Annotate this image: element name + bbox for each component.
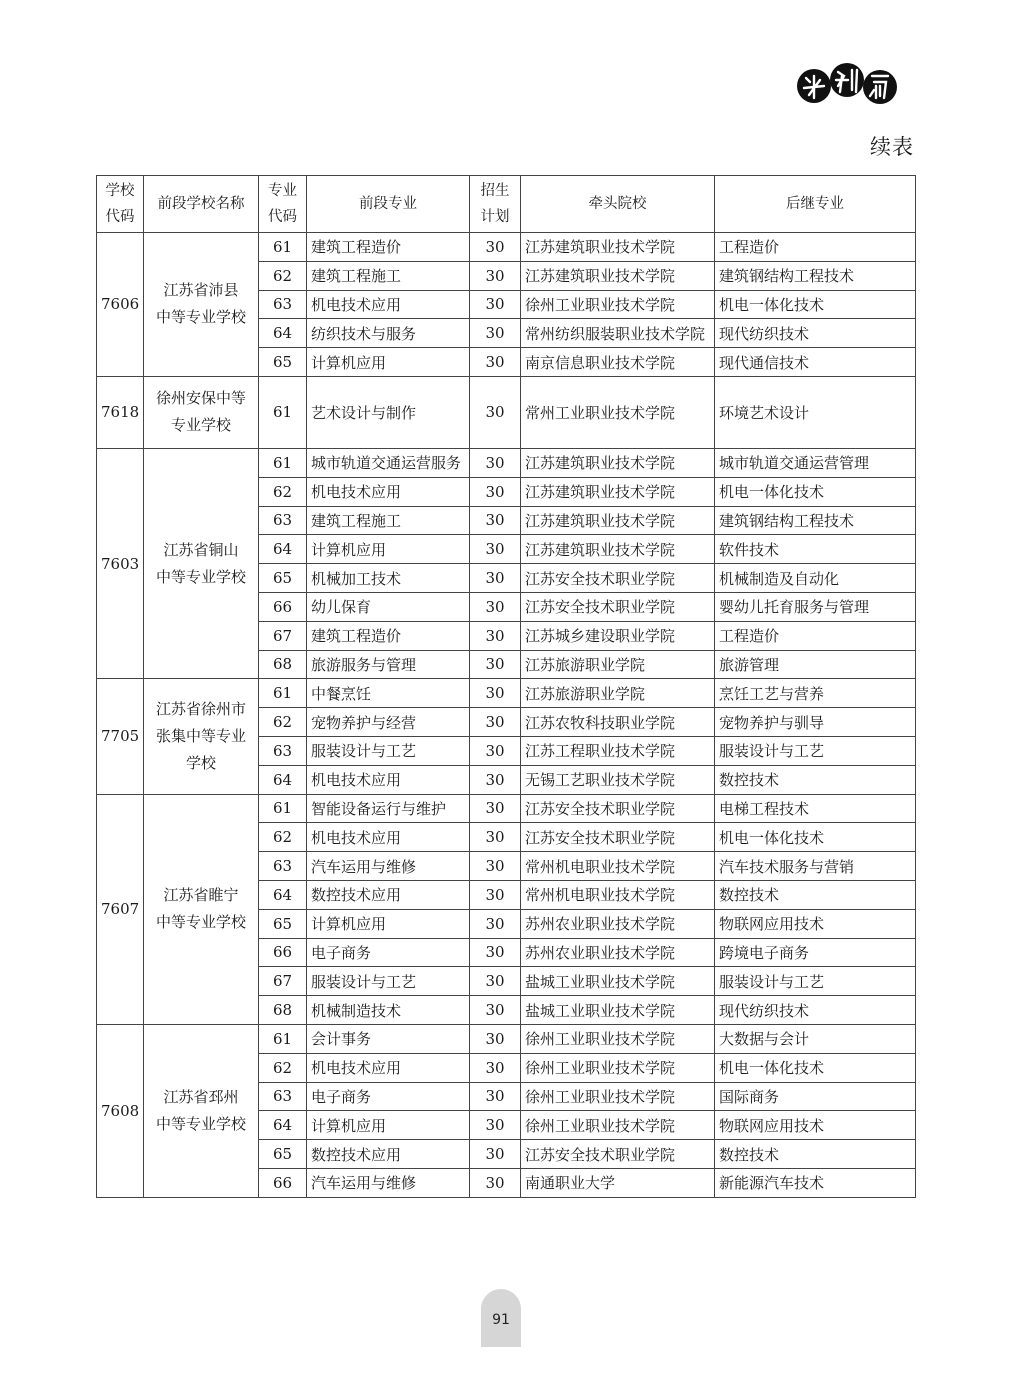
school-code-cell: 7606 [97, 233, 144, 377]
plan-count-cell: 30 [470, 967, 521, 996]
next-major-cell: 建筑钢结构工程技术 [715, 506, 916, 535]
lead-college-cell: 苏州农业职业技术学院 [521, 938, 715, 967]
lead-college-cell: 江苏建筑职业技术学院 [521, 233, 715, 262]
school-name-line: 中等专业学校 [155, 308, 246, 327]
next-major-cell: 烹饪工艺与营养 [715, 679, 916, 708]
major-code-cell: 62 [259, 823, 307, 852]
school-code-cell: 7618 [97, 376, 144, 448]
lead-college-cell: 徐州工业职业技术学院 [521, 1082, 715, 1111]
plan-count-cell: 30 [470, 650, 521, 679]
section-logo-art [796, 62, 900, 108]
plan-count-cell: 30 [470, 233, 521, 262]
lead-college-cell: 南通职业大学 [521, 1168, 715, 1197]
lead-college-cell: 江苏安全技术职业学院 [521, 592, 715, 621]
lead-college-cell: 徐州工业职业技术学院 [521, 1053, 715, 1082]
next-major-cell: 数控技术 [715, 1140, 916, 1169]
header-front-major: 前段专业 [307, 176, 470, 233]
next-major-cell: 物联网应用技术 [715, 1111, 916, 1140]
lead-college-cell: 常州机电职业技术学院 [521, 880, 715, 909]
school-name-line: 中等专业学校 [155, 913, 246, 932]
plan-count-cell: 30 [470, 909, 521, 938]
plan-count-cell: 30 [470, 679, 521, 708]
next-major-cell: 机电一体化技术 [715, 1053, 916, 1082]
next-major-cell: 机电一体化技术 [715, 290, 916, 319]
plan-count-cell: 30 [470, 996, 521, 1025]
header-major-code: 专业 代码 [259, 176, 307, 233]
lead-college-cell: 常州机电职业技术学院 [521, 852, 715, 881]
lead-college-cell: 常州纺织服装职业技术学院 [521, 319, 715, 348]
major-code-cell: 63 [259, 852, 307, 881]
plan-count-cell: 30 [470, 448, 521, 477]
next-major-cell: 数控技术 [715, 765, 916, 794]
plan-count-cell: 30 [470, 290, 521, 319]
school-name-cell [144, 233, 259, 377]
continued-table-caption: 续表 [870, 135, 914, 159]
major-code-cell: 64 [259, 1111, 307, 1140]
major-code-cell: 68 [259, 996, 307, 1025]
major-code-cell: 61 [259, 794, 307, 823]
next-major-cell: 电梯工程技术 [715, 794, 916, 823]
major-code-cell: 64 [259, 319, 307, 348]
plan-count-cell: 30 [470, 592, 521, 621]
next-major-cell: 现代纺织技术 [715, 996, 916, 1025]
front-major-cell: 机电技术应用 [307, 765, 470, 794]
next-major-cell: 旅游管理 [715, 650, 916, 679]
plan-count-cell: 30 [470, 1053, 521, 1082]
school-name-line: 专业学校 [170, 416, 231, 435]
school-name-cell [144, 794, 259, 1024]
next-major-cell: 软件技术 [715, 535, 916, 564]
front-major-cell: 电子商务 [307, 1082, 470, 1111]
major-code-cell: 62 [259, 1053, 307, 1082]
plan-count-cell: 30 [470, 621, 521, 650]
table-row [97, 679, 916, 708]
school-name-line: 中等专业学校 [155, 567, 246, 586]
next-major-cell: 婴幼儿托育服务与管理 [715, 592, 916, 621]
lead-college-cell: 江苏安全技术职业学院 [521, 794, 715, 823]
lead-college-cell: 江苏建筑职业技术学院 [521, 535, 715, 564]
table-body [97, 233, 916, 1198]
header-school-code: 学校 代码 [97, 176, 144, 233]
header-school-name: 前段学校名称 [144, 176, 259, 233]
next-major-cell: 机械制造及自动化 [715, 564, 916, 593]
plan-count-cell: 30 [470, 1111, 521, 1140]
major-code-cell: 62 [259, 477, 307, 506]
major-code-cell: 64 [259, 765, 307, 794]
lead-college-cell: 江苏建筑职业技术学院 [521, 448, 715, 477]
lead-college-cell: 江苏建筑职业技术学院 [521, 261, 715, 290]
plan-count-cell: 30 [470, 823, 521, 852]
front-major-cell: 计算机应用 [307, 348, 470, 377]
front-major-cell: 城市轨道交通运营服务 [307, 448, 470, 477]
front-major-cell: 幼儿保育 [307, 592, 470, 621]
plan-count-cell: 30 [470, 852, 521, 881]
plan-count-cell: 30 [470, 880, 521, 909]
plan-count-cell: 30 [470, 938, 521, 967]
front-major-cell: 建筑工程造价 [307, 233, 470, 262]
major-code-cell: 61 [259, 1024, 307, 1053]
lead-college-cell: 江苏建筑职业技术学院 [521, 477, 715, 506]
lead-college-cell: 徐州工业职业技术学院 [521, 1111, 715, 1140]
major-code-cell: 66 [259, 592, 307, 621]
major-code-cell: 65 [259, 1140, 307, 1169]
major-code-cell: 64 [259, 535, 307, 564]
major-code-cell: 65 [259, 909, 307, 938]
plan-count-cell: 30 [470, 1168, 521, 1197]
table-row [97, 233, 916, 262]
school-name-line: 中等专业学校 [155, 1114, 246, 1133]
table-row [97, 794, 916, 823]
lead-college-cell: 苏州农业职业技术学院 [521, 909, 715, 938]
major-code-cell: 62 [259, 708, 307, 737]
front-major-cell: 建筑工程施工 [307, 506, 470, 535]
lead-college-cell: 盐城工业职业技术学院 [521, 967, 715, 996]
front-major-cell: 机械加工技术 [307, 564, 470, 593]
major-code-cell: 67 [259, 621, 307, 650]
next-major-cell: 汽车技术服务与营销 [715, 852, 916, 881]
school-name-line: 张集中等专业 [155, 726, 246, 745]
lead-college-cell: 无锡工艺职业技术学院 [521, 765, 715, 794]
front-major-cell: 数控技术应用 [307, 880, 470, 909]
major-code-cell: 61 [259, 233, 307, 262]
lead-college-cell: 盐城工业职业技术学院 [521, 996, 715, 1025]
school-code-cell: 7603 [97, 448, 144, 678]
plan-count-cell: 30 [470, 708, 521, 737]
front-major-cell: 汽车运用与维修 [307, 1168, 470, 1197]
plan-count-cell: 30 [470, 376, 521, 448]
front-major-cell: 机械制造技术 [307, 996, 470, 1025]
plan-count-cell: 30 [470, 1024, 521, 1053]
major-code-cell: 66 [259, 1168, 307, 1197]
next-major-cell: 机电一体化技术 [715, 477, 916, 506]
plan-count-cell: 30 [470, 564, 521, 593]
front-major-cell: 中餐烹饪 [307, 679, 470, 708]
major-code-cell: 63 [259, 736, 307, 765]
next-major-cell: 跨境电子商务 [715, 938, 916, 967]
school-name-cell [144, 679, 259, 794]
school-name-line: 徐州安保中等 [155, 389, 246, 408]
school-name-line: 江苏省睢宁 [163, 886, 239, 905]
school-name-line: 江苏省徐州市 [155, 699, 246, 718]
major-code-cell: 63 [259, 506, 307, 535]
front-major-cell: 机电技术应用 [307, 477, 470, 506]
enrollment-plan-table [96, 175, 916, 1198]
major-code-cell: 63 [259, 290, 307, 319]
front-major-cell: 电子商务 [307, 938, 470, 967]
front-major-cell: 计算机应用 [307, 909, 470, 938]
plan-count-cell: 30 [470, 1140, 521, 1169]
plan-count-cell: 30 [470, 1082, 521, 1111]
school-name-line: 学校 [185, 753, 216, 772]
lead-college-cell: 江苏安全技术职业学院 [521, 1140, 715, 1169]
major-code-cell: 63 [259, 1082, 307, 1111]
front-major-cell: 数控技术应用 [307, 1140, 470, 1169]
front-major-cell: 艺术设计与制作 [307, 376, 470, 448]
lead-college-cell: 江苏安全技术职业学院 [521, 823, 715, 852]
plan-count-cell: 30 [470, 765, 521, 794]
plan-count-cell: 30 [470, 736, 521, 765]
table-row [97, 1024, 916, 1053]
next-major-cell: 城市轨道交通运营管理 [715, 448, 916, 477]
front-major-cell: 计算机应用 [307, 535, 470, 564]
lead-college-cell: 徐州工业职业技术学院 [521, 290, 715, 319]
plan-count-cell: 30 [470, 348, 521, 377]
major-code-cell: 68 [259, 650, 307, 679]
header-plan: 招生 计划 [470, 176, 521, 233]
next-major-cell: 现代通信技术 [715, 348, 916, 377]
school-name-cell [144, 1024, 259, 1197]
next-major-cell: 现代纺织技术 [715, 319, 916, 348]
major-code-cell: 65 [259, 348, 307, 377]
next-major-cell: 数控技术 [715, 880, 916, 909]
lead-college-cell: 江苏建筑职业技术学院 [521, 506, 715, 535]
front-major-cell: 建筑工程施工 [307, 261, 470, 290]
section-logo [796, 62, 900, 108]
next-major-cell: 环境艺术设计 [715, 376, 916, 448]
school-name-line: 江苏省邳州 [163, 1087, 239, 1106]
plan-count-cell: 30 [470, 506, 521, 535]
front-major-cell: 机电技术应用 [307, 290, 470, 319]
front-major-cell: 机电技术应用 [307, 823, 470, 852]
front-major-cell: 汽车运用与维修 [307, 852, 470, 881]
front-major-cell: 纺织技术与服务 [307, 319, 470, 348]
lead-college-cell: 常州工业职业技术学院 [521, 376, 715, 448]
school-name-cell [144, 448, 259, 678]
plan-count-cell: 30 [470, 794, 521, 823]
plan-count-cell: 30 [470, 261, 521, 290]
table-header-row [97, 176, 916, 233]
front-major-cell: 宠物养护与经营 [307, 708, 470, 737]
plan-count-cell: 30 [470, 535, 521, 564]
next-major-cell: 宠物养护与驯导 [715, 708, 916, 737]
lead-college-cell: 江苏旅游职业学院 [521, 679, 715, 708]
next-major-cell: 物联网应用技术 [715, 909, 916, 938]
front-major-cell: 服装设计与工艺 [307, 736, 470, 765]
lead-college-cell: 江苏旅游职业学院 [521, 650, 715, 679]
lead-college-cell: 徐州工业职业技术学院 [521, 1024, 715, 1053]
header-lead-college: 牵头院校 [521, 176, 715, 233]
header-next-major: 后继专业 [715, 176, 916, 233]
major-code-cell: 62 [259, 261, 307, 290]
next-major-cell: 工程造价 [715, 233, 916, 262]
next-major-cell: 机电一体化技术 [715, 823, 916, 852]
front-major-cell: 机电技术应用 [307, 1053, 470, 1082]
school-name-line: 江苏省沛县 [163, 281, 239, 300]
front-major-cell: 建筑工程造价 [307, 621, 470, 650]
next-major-cell: 建筑钢结构工程技术 [715, 261, 916, 290]
major-code-cell: 67 [259, 967, 307, 996]
plan-count-cell: 30 [470, 477, 521, 506]
lead-college-cell: 江苏工程职业技术学院 [521, 736, 715, 765]
next-major-cell: 服装设计与工艺 [715, 736, 916, 765]
next-major-cell: 工程造价 [715, 621, 916, 650]
table-row [97, 376, 916, 448]
next-major-cell: 服装设计与工艺 [715, 967, 916, 996]
school-name-cell [144, 376, 259, 448]
major-code-cell: 61 [259, 376, 307, 448]
lead-college-cell: 江苏安全技术职业学院 [521, 564, 715, 593]
page-number: 91 [481, 1289, 521, 1347]
school-code-cell: 7608 [97, 1024, 144, 1197]
school-code-cell: 7607 [97, 794, 144, 1024]
next-major-cell: 新能源汽车技术 [715, 1168, 916, 1197]
plan-count-cell: 30 [470, 319, 521, 348]
major-code-cell: 61 [259, 679, 307, 708]
major-code-cell: 65 [259, 564, 307, 593]
front-major-cell: 计算机应用 [307, 1111, 470, 1140]
school-code-cell: 7705 [97, 679, 144, 794]
major-code-cell: 61 [259, 448, 307, 477]
front-major-cell: 智能设备运行与维护 [307, 794, 470, 823]
major-code-cell: 66 [259, 938, 307, 967]
lead-college-cell: 南京信息职业技术学院 [521, 348, 715, 377]
front-major-cell: 旅游服务与管理 [307, 650, 470, 679]
front-major-cell: 服装设计与工艺 [307, 967, 470, 996]
front-major-cell: 会计事务 [307, 1024, 470, 1053]
next-major-cell: 大数据与会计 [715, 1024, 916, 1053]
lead-college-cell: 江苏农牧科技职业学院 [521, 708, 715, 737]
major-code-cell: 64 [259, 880, 307, 909]
lead-college-cell: 江苏城乡建设职业学院 [521, 621, 715, 650]
school-name-line: 江苏省铜山 [163, 540, 239, 559]
table-row [97, 448, 916, 477]
next-major-cell: 国际商务 [715, 1082, 916, 1111]
